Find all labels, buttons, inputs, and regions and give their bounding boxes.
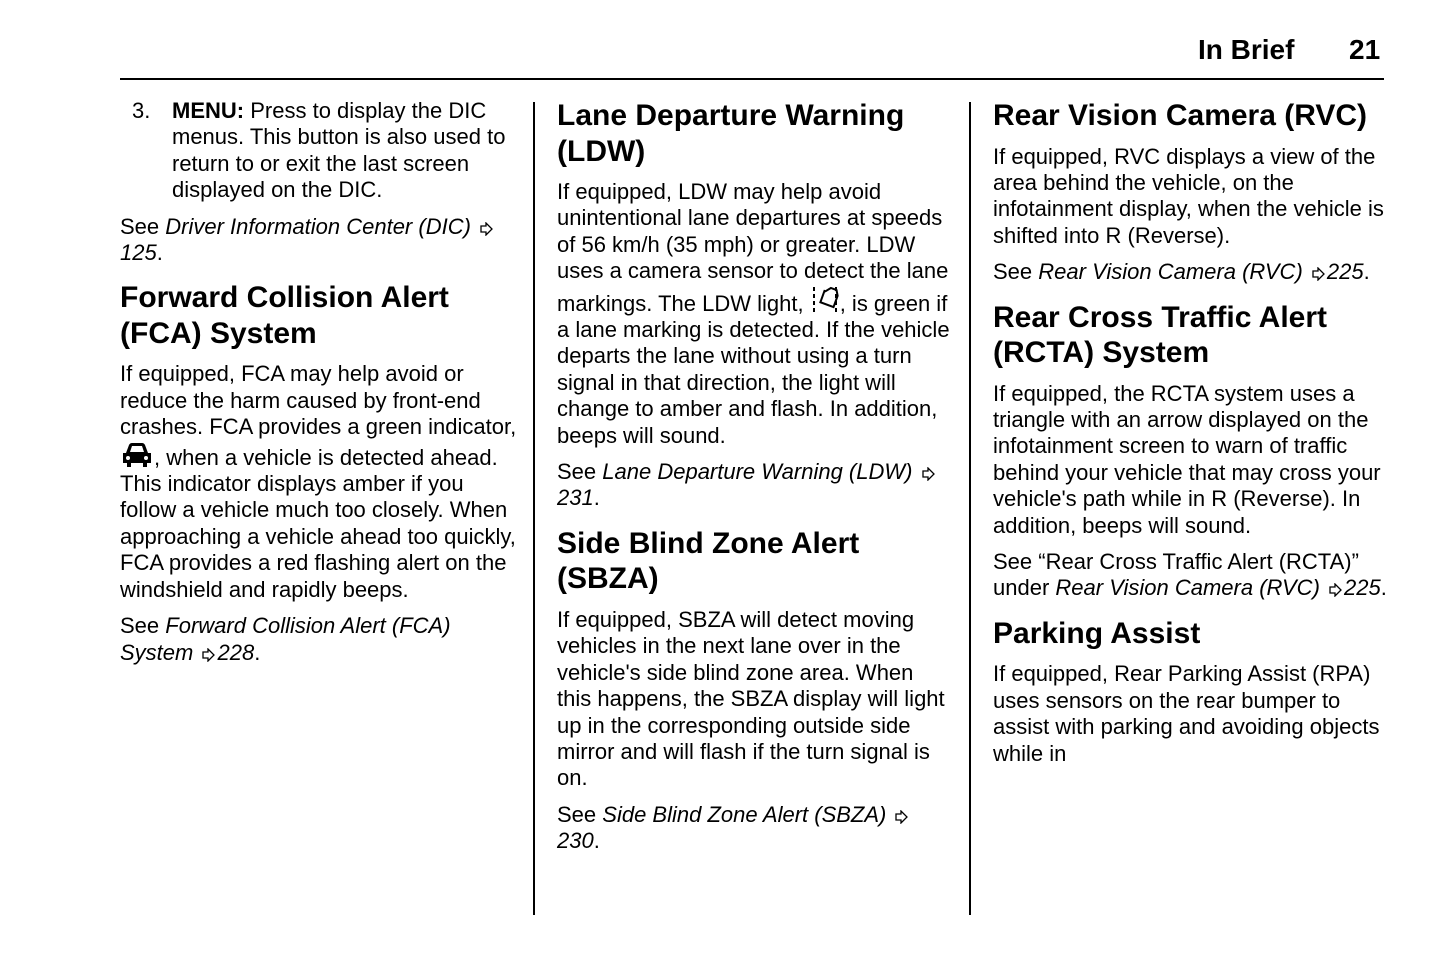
column-middle (557, 98, 952, 865)
reference-link[interactable]: Lane Departure Warning (LDW) (602, 459, 913, 485)
page-reference-arrow-icon (1311, 267, 1325, 281)
section-heading-sbza: Side Blind Zone Alert (SBZA) (557, 526, 860, 596)
reference-page[interactable]: 230 (557, 828, 594, 854)
reference-link[interactable]: Side Blind Zone Alert (SBZA) (602, 801, 887, 827)
page-reference-arrow-icon (1328, 583, 1342, 597)
reference-link[interactable]: Rear Vision Camera (RVC) (1055, 575, 1320, 601)
column-divider (533, 102, 535, 915)
reference-page[interactable]: 231 (557, 485, 594, 511)
see-label: See (120, 213, 160, 239)
page-number: 21 (1349, 34, 1381, 65)
header-divider (120, 78, 1384, 80)
page-reference-arrow-icon (201, 648, 215, 662)
column-right (993, 98, 1388, 777)
column-left (120, 98, 520, 676)
page-section-title: In Brief (1198, 34, 1295, 65)
list-item-text: Press to display the DIC menus. This button is also used to return to or exit the last screen displayed on the DIC. (172, 98, 506, 203)
section-heading-rvc: Rear Vision Camera (RVC) (993, 99, 1368, 132)
reference-page[interactable]: 225 (1326, 259, 1364, 285)
paragraph-text: If equipped, FCA may help avoid or reduce the harm caused by front-end crashes. FCA provides a green indicator, (120, 361, 517, 440)
reference-link[interactable]: Forward Collision Alert (FCA) System (120, 613, 451, 665)
section-heading-rcta: Rear Cross Traffic Alert (RCTA) System (993, 300, 1328, 370)
paragraph-rvc: If equipped, RVC displays a view of the area behind the vehicle, on the infotainment display, when the vehicle is shifted into R (Reverse). (993, 143, 1384, 248)
list-item-number: 3. (132, 98, 151, 123)
section-heading-parking-assist: Parking Assist (993, 616, 1201, 650)
cross-reference-rcta: See “Rear Cross Traffic Alert (RCTA)” under Rear Vision Camera (RVC) 225. (993, 548, 1387, 601)
page-reference-arrow-icon (921, 467, 935, 481)
paragraph-sbza: If equipped, SBZA will detect moving vehicles in the next lane over in the vehicle's side blind zone area. When this happens, the SBZA display will light up in the corresponding outside side mirror and will flash if the turn signal is on. (557, 606, 945, 791)
see-label: See “Rear Cross Traffic Alert (RCTA)” under (993, 548, 1359, 601)
vehicle-ahead-icon (120, 441, 154, 469)
lane-departure-icon (810, 285, 840, 315)
paragraph-text: , is green if a lane marking is detected. If the vehicle departs the lane without using a turn signal in that direction, the light will change to amber and flash. In addition, beeps will sound. (557, 290, 950, 448)
cross-reference-ldw: See Lane Departure Warning (LDW) 231. (557, 459, 952, 512)
paragraph-ldw (557, 179, 952, 449)
paragraph-fca (120, 361, 520, 603)
list-item-label: MENU: (172, 98, 245, 123)
cross-reference-rvc: See Rear Vision Camera (RVC) 225. (993, 259, 1370, 285)
reference-link[interactable]: Rear Vision Camera (RVC) (1038, 259, 1303, 285)
reference-page[interactable]: 228 (217, 639, 255, 665)
paragraph-text: , when a vehicle is detected ahead. This indicator displays amber if you follow a vehicle much too closely. When approaching a vehicle ahead too quickly, FCA provides a red flashing alert on the windshield and rapidly beeps. (120, 444, 516, 602)
reference-page[interactable]: 225 (1344, 575, 1381, 601)
section-heading-ldw: Lane Departure Warning (LDW) (557, 99, 905, 168)
paragraph-parking-assist: If equipped, Rear Parking Assist (RPA) uses sensors on the rear bumper to assist with parking and avoiding objects while in (993, 661, 1380, 766)
see-label: See (557, 459, 597, 485)
page-reference-arrow-icon (894, 810, 908, 824)
reference-link[interactable]: Driver Information Center (DIC) (165, 213, 471, 239)
paragraph-text: If equipped, LDW may help avoid unintentional lane departures at speeds of 56 km/h (35 mph) or greater. LDW uses a camera sensor to detect the lane markings. The LDW light, (557, 179, 949, 316)
see-label: See (557, 801, 597, 827)
see-label: See (993, 259, 1033, 285)
page-reference-arrow-icon (479, 222, 493, 236)
column-divider (969, 102, 971, 915)
reference-page[interactable]: 125 (120, 240, 157, 266)
list-item-menu (120, 98, 520, 204)
cross-reference-fca: See Forward Collision Alert (FCA) System 228. (120, 613, 451, 665)
cross-reference-dic: See Driver Information Center (DIC) 125. (120, 214, 520, 267)
paragraph-rcta: If equipped, the RCTA system uses a triangle with an arrow displayed on the infotainment screen to warn of traffic behind your vehicle that may cross your vehicle's path while in R (Reverse). In addition, beeps will sound. (993, 380, 1381, 538)
see-label: See (120, 613, 160, 639)
cross-reference-sbza: See Side Blind Zone Alert (SBZA) 230. (557, 802, 952, 855)
section-heading-fca: Forward Collision Alert (FCA) System (120, 281, 449, 350)
